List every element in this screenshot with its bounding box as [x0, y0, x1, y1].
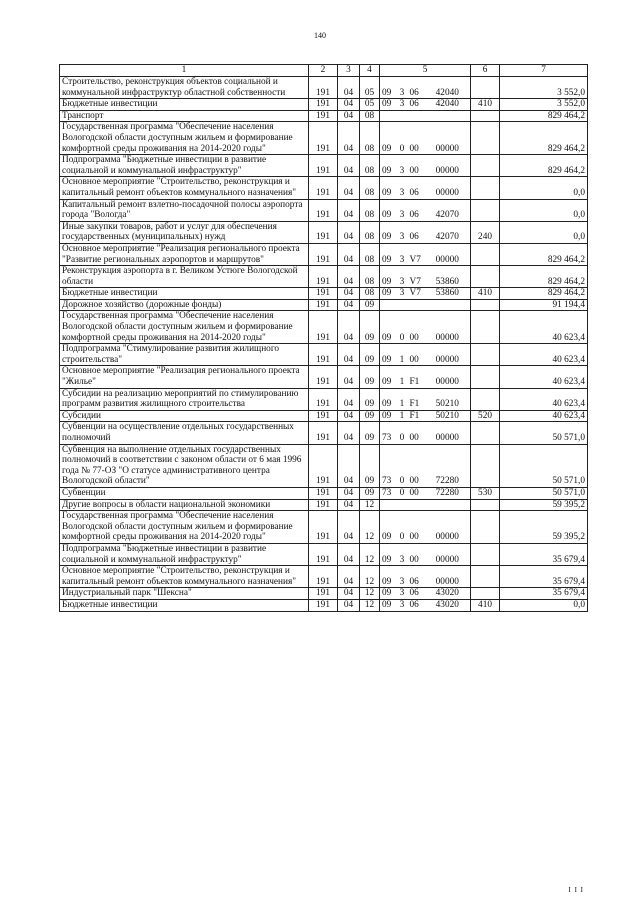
table-row: [60, 422, 588, 444]
row-name-cell: Основное мероприятие "Реализация регионального проекта "Жилье": [60, 366, 309, 388]
row-name-cell: Бюджетные инвестиции: [60, 599, 309, 611]
row-name-cell: Дорожное хозяйство (дорожные фонды): [60, 299, 309, 311]
row-code-part3-cell: 00: [408, 511, 425, 544]
row-col2-cell: 191: [309, 177, 338, 199]
row-col6-cell: 530: [471, 487, 500, 499]
row-col2-cell: 191: [309, 599, 338, 611]
row-col2-cell: 191: [309, 243, 338, 265]
row-name-cell: Иные закупки товаров, работ и услуг для обеспечения государственных (муниципальных) нужд: [60, 221, 309, 243]
row-col2-cell: 191: [309, 199, 338, 221]
row-code-part2-cell: 3: [397, 243, 408, 265]
table-row: [60, 110, 588, 122]
table-row: [60, 199, 588, 221]
header-cell-6: 6: [471, 65, 500, 77]
row-code-part3-cell: F1: [408, 410, 425, 422]
row-col2-cell: 191: [309, 344, 338, 366]
row-code-part3-cell: 06: [408, 588, 425, 600]
row-amount-cell: 829 464,2: [500, 122, 588, 155]
row-col4-cell: 08: [360, 155, 380, 177]
row-col4-cell: 08: [360, 221, 380, 243]
row-code-part2-cell: 3: [397, 543, 408, 565]
row-code-part3-cell: 00: [408, 344, 425, 366]
row-name-cell: Основное мероприятие "Строительство, реконструкция и капитальный ремонт объектов коммунального назначения": [60, 177, 309, 199]
table-body: [60, 77, 588, 612]
table-row: [60, 155, 588, 177]
row-col2-cell: 191: [309, 366, 338, 388]
row-code-part1-cell: 09: [380, 311, 397, 344]
table-row: [60, 243, 588, 265]
row-code-part2-cell: 3: [397, 155, 408, 177]
row-col2-cell: 191: [309, 410, 338, 422]
row-col6-cell: [471, 155, 500, 177]
row-code-part4-cell: 72280: [425, 487, 471, 499]
row-col3-cell: 04: [338, 243, 360, 265]
row-code-part4-cell: 53860: [425, 266, 471, 288]
row-code-part1-cell: 09: [380, 388, 397, 410]
row-code-part3-cell: 06: [408, 77, 425, 99]
table-row: [60, 487, 588, 499]
row-col3-cell: 04: [338, 366, 360, 388]
row-amount-cell: 35 679,4: [500, 543, 588, 565]
row-code-part4-cell: 00000: [425, 543, 471, 565]
row-col2-cell: 191: [309, 487, 338, 499]
row-col3-cell: 04: [338, 543, 360, 565]
row-code-part3-cell: 00: [408, 155, 425, 177]
table-row: [60, 366, 588, 388]
row-col3-cell: 04: [338, 110, 360, 122]
row-amount-cell: 3 552,0: [500, 99, 588, 111]
row-code-part1-cell: 09: [380, 122, 397, 155]
row-col2-cell: 191: [309, 122, 338, 155]
row-code-part4-cell: 00000: [425, 566, 471, 588]
row-code-part1-cell: [380, 110, 397, 122]
row-code-part4-cell: 50210: [425, 388, 471, 410]
table-row: [60, 266, 588, 288]
row-col3-cell: 04: [338, 99, 360, 111]
row-col2-cell: 191: [309, 77, 338, 99]
row-code-part1-cell: 09: [380, 566, 397, 588]
row-col3-cell: 04: [338, 388, 360, 410]
row-col4-cell: 12: [360, 588, 380, 600]
row-code-part1-cell: 09: [380, 344, 397, 366]
row-col6-cell: [471, 311, 500, 344]
row-col4-cell: 08: [360, 177, 380, 199]
row-code-part4-cell: 43020: [425, 599, 471, 611]
row-col3-cell: 04: [338, 588, 360, 600]
row-col6-cell: 410: [471, 99, 500, 111]
row-col6-cell: [471, 344, 500, 366]
row-code-part3-cell: 00: [408, 543, 425, 565]
row-col2-cell: 191: [309, 99, 338, 111]
row-code-part4-cell: 00000: [425, 243, 471, 265]
row-col3-cell: 04: [338, 288, 360, 300]
row-amount-cell: 829 464,2: [500, 243, 588, 265]
row-col6-cell: [471, 122, 500, 155]
row-col6-cell: 240: [471, 221, 500, 243]
row-col4-cell: 09: [360, 410, 380, 422]
row-name-cell: Другие вопросы в области национальной экономики: [60, 499, 309, 511]
row-col3-cell: 04: [338, 410, 360, 422]
table-row: [60, 288, 588, 300]
row-amount-cell: 91 194,4: [500, 299, 588, 311]
row-name-cell: Реконструкция аэропорта в г. Великом Устюге Вологодской области: [60, 266, 309, 288]
row-code-part2-cell: 3: [397, 77, 408, 99]
row-amount-cell: 35 679,4: [500, 588, 588, 600]
row-col4-cell: 12: [360, 543, 380, 565]
row-col4-cell: 08: [360, 243, 380, 265]
table-header-row: [60, 65, 588, 77]
row-col4-cell: 09: [360, 444, 380, 487]
row-name-cell: Субвенции: [60, 487, 309, 499]
row-code-part1-cell: 09: [380, 221, 397, 243]
row-col2-cell: 191: [309, 311, 338, 344]
row-col3-cell: 04: [338, 155, 360, 177]
row-code-part1-cell: 09: [380, 243, 397, 265]
row-code-part1-cell: 09: [380, 199, 397, 221]
row-code-part1-cell: 09: [380, 366, 397, 388]
row-amount-cell: 35 679,4: [500, 566, 588, 588]
row-col3-cell: 04: [338, 487, 360, 499]
row-code-part4-cell: 42040: [425, 77, 471, 99]
row-col2-cell: 191: [309, 266, 338, 288]
row-code-part2-cell: 3: [397, 266, 408, 288]
row-col6-cell: [471, 511, 500, 544]
row-col4-cell: 05: [360, 99, 380, 111]
row-amount-cell: 40 623,4: [500, 311, 588, 344]
row-code-part4-cell: 42070: [425, 199, 471, 221]
table-row: [60, 77, 588, 99]
row-col2-cell: 191: [309, 511, 338, 544]
row-amount-cell: 829 464,2: [500, 288, 588, 300]
row-name-cell: Субсидии: [60, 410, 309, 422]
row-col2-cell: 191: [309, 499, 338, 511]
header-cell-5: 5: [380, 65, 471, 77]
row-col2-cell: 191: [309, 388, 338, 410]
row-code-part3-cell: [408, 499, 425, 511]
row-code-part4-cell: 00000: [425, 311, 471, 344]
row-code-part4-cell: 00000: [425, 344, 471, 366]
header-cell-2: 2: [309, 65, 338, 77]
row-col3-cell: 04: [338, 422, 360, 444]
row-col6-cell: [471, 266, 500, 288]
row-amount-cell: 50 571,0: [500, 422, 588, 444]
row-col6-cell: [471, 243, 500, 265]
row-code-part3-cell: V7: [408, 243, 425, 265]
row-code-part2-cell: 0: [397, 311, 408, 344]
table-row: [60, 344, 588, 366]
row-code-part4-cell: [425, 110, 471, 122]
row-code-part2-cell: 1: [397, 344, 408, 366]
row-amount-cell: 50 571,0: [500, 487, 588, 499]
row-col3-cell: 04: [338, 511, 360, 544]
table-row: [60, 410, 588, 422]
row-code-part4-cell: 00000: [425, 422, 471, 444]
row-code-part3-cell: 00: [408, 122, 425, 155]
row-amount-cell: 50 571,0: [500, 444, 588, 487]
row-col2-cell: 191: [309, 299, 338, 311]
row-code-part1-cell: [380, 499, 397, 511]
row-code-part3-cell: [408, 299, 425, 311]
row-name-cell: Транспорт: [60, 110, 309, 122]
row-code-part1-cell: 09: [380, 77, 397, 99]
row-code-part4-cell: [425, 499, 471, 511]
row-col6-cell: 410: [471, 599, 500, 611]
row-code-part1-cell: 09: [380, 288, 397, 300]
row-name-cell: Государственная программа "Обеспечение населения Вологодской области доступным жильем и формирование комфортной среды проживания на 2014-2020 годы": [60, 511, 309, 544]
table-row: [60, 599, 588, 611]
row-col6-cell: [471, 566, 500, 588]
row-code-part1-cell: 09: [380, 99, 397, 111]
row-code-part4-cell: 53860: [425, 288, 471, 300]
row-name-cell: Субвенции на осуществление отдельных государственных полномочий: [60, 422, 309, 444]
row-amount-cell: 0,0: [500, 177, 588, 199]
row-col2-cell: 191: [309, 543, 338, 565]
row-code-part4-cell: 00000: [425, 366, 471, 388]
row-col2-cell: 191: [309, 221, 338, 243]
row-col3-cell: 04: [338, 566, 360, 588]
row-amount-cell: 0,0: [500, 599, 588, 611]
row-code-part2-cell: 0: [397, 422, 408, 444]
row-col4-cell: 05: [360, 77, 380, 99]
row-name-cell: Основное мероприятие "Реализация регионального проекта "Развитие региональных аэропортов и маршрутов": [60, 243, 309, 265]
row-code-part3-cell: 06: [408, 566, 425, 588]
row-code-part1-cell: 09: [380, 266, 397, 288]
row-amount-cell: 59 395,2: [500, 511, 588, 544]
row-name-cell: Основное мероприятие "Строительство, реконструкция и капитальный ремонт объектов коммунального назначения": [60, 566, 309, 588]
row-code-part2-cell: 3: [397, 199, 408, 221]
row-code-part1-cell: 09: [380, 599, 397, 611]
table-row: [60, 511, 588, 544]
row-code-part4-cell: [425, 299, 471, 311]
row-col4-cell: 09: [360, 388, 380, 410]
row-col6-cell: [471, 177, 500, 199]
table-row: [60, 311, 588, 344]
row-col6-cell: [471, 299, 500, 311]
table-row: [60, 444, 588, 487]
row-amount-cell: 40 623,4: [500, 366, 588, 388]
row-code-part1-cell: 73: [380, 422, 397, 444]
row-col4-cell: 08: [360, 199, 380, 221]
row-col2-cell: 191: [309, 444, 338, 487]
header-cell-3: 3: [338, 65, 360, 77]
row-code-part2-cell: 3: [397, 177, 408, 199]
row-code-part4-cell: 00000: [425, 155, 471, 177]
row-amount-cell: 40 623,4: [500, 344, 588, 366]
page-number: 140: [314, 31, 326, 40]
row-code-part4-cell: 43020: [425, 588, 471, 600]
row-name-cell: Государственная программа "Обеспечение населения Вологодской области доступным жильем и формирование комфортной среды проживания на 2014-2020 годы": [60, 122, 309, 155]
row-col2-cell: 191: [309, 155, 338, 177]
row-col3-cell: 04: [338, 311, 360, 344]
row-col6-cell: [471, 444, 500, 487]
row-name-cell: Подпрограмма "Стимулирование развития жилищного строительства": [60, 344, 309, 366]
row-code-part1-cell: 09: [380, 588, 397, 600]
row-col3-cell: 04: [338, 77, 360, 99]
row-code-part3-cell: 00: [408, 311, 425, 344]
row-code-part2-cell: 3: [397, 99, 408, 111]
row-code-part3-cell: [408, 110, 425, 122]
row-col6-cell: [471, 110, 500, 122]
header-cell-1: 1: [60, 65, 309, 77]
row-code-part2-cell: 0: [397, 511, 408, 544]
row-code-part2-cell: 3: [397, 288, 408, 300]
table-row: [60, 99, 588, 111]
row-col4-cell: 09: [360, 299, 380, 311]
header-cell-7: 7: [500, 65, 588, 77]
row-col6-cell: 410: [471, 288, 500, 300]
row-col6-cell: [471, 388, 500, 410]
table-row: [60, 388, 588, 410]
row-amount-cell: 829 464,2: [500, 110, 588, 122]
row-amount-cell: 3 552,0: [500, 77, 588, 99]
row-amount-cell: 40 623,4: [500, 388, 588, 410]
row-col3-cell: 04: [338, 344, 360, 366]
row-code-part1-cell: 09: [380, 410, 397, 422]
row-col2-cell: 191: [309, 566, 338, 588]
row-col3-cell: 04: [338, 266, 360, 288]
row-code-part4-cell: 00000: [425, 177, 471, 199]
row-code-part2-cell: 1: [397, 366, 408, 388]
row-col4-cell: 09: [360, 487, 380, 499]
row-code-part3-cell: V7: [408, 266, 425, 288]
row-code-part2-cell: 3: [397, 599, 408, 611]
row-code-part3-cell: V7: [408, 288, 425, 300]
row-code-part2-cell: 3: [397, 221, 408, 243]
row-code-part4-cell: 42040: [425, 99, 471, 111]
row-name-cell: Индустриальный парк "Шексна": [60, 588, 309, 600]
row-col6-cell: [471, 499, 500, 511]
row-code-part1-cell: 73: [380, 487, 397, 499]
row-col3-cell: 04: [338, 177, 360, 199]
row-code-part2-cell: 1: [397, 410, 408, 422]
table-row: [60, 221, 588, 243]
table-row: [60, 588, 588, 600]
row-col4-cell: 09: [360, 311, 380, 344]
table-row: [60, 299, 588, 311]
row-col3-cell: 04: [338, 299, 360, 311]
row-col3-cell: 04: [338, 122, 360, 155]
row-code-part4-cell: 42070: [425, 221, 471, 243]
row-code-part1-cell: [380, 299, 397, 311]
row-col4-cell: 12: [360, 599, 380, 611]
table-row: [60, 122, 588, 155]
row-code-part1-cell: 09: [380, 155, 397, 177]
row-col4-cell: 09: [360, 366, 380, 388]
row-code-part4-cell: 50210: [425, 410, 471, 422]
row-code-part4-cell: 72280: [425, 444, 471, 487]
row-name-cell: Строительство, реконструкция объектов социальной и коммунальной инфраструктур областной собственности: [60, 77, 309, 99]
row-name-cell: Бюджетные инвестиции: [60, 288, 309, 300]
row-col3-cell: 04: [338, 599, 360, 611]
row-col6-cell: [471, 543, 500, 565]
row-name-cell: Подпрограмма "Бюджетные инвестиции в развитие социальной и коммунальной инфраструктур": [60, 543, 309, 565]
row-col6-cell: [471, 422, 500, 444]
row-col6-cell: 520: [471, 410, 500, 422]
row-code-part1-cell: 09: [380, 543, 397, 565]
row-col6-cell: [471, 588, 500, 600]
row-col4-cell: 08: [360, 266, 380, 288]
row-col4-cell: 12: [360, 499, 380, 511]
row-col6-cell: [471, 199, 500, 221]
row-col4-cell: 08: [360, 288, 380, 300]
table-row: [60, 499, 588, 511]
row-code-part2-cell: [397, 110, 408, 122]
row-col4-cell: 08: [360, 122, 380, 155]
row-col4-cell: 08: [360, 110, 380, 122]
table-row: [60, 177, 588, 199]
row-code-part2-cell: 3: [397, 566, 408, 588]
row-name-cell: Государственная программа "Обеспечение населения Вологодской области доступным жильем и формирование комфортной среды проживания на 2014-2020 годы": [60, 311, 309, 344]
budget-table: [59, 64, 588, 612]
row-name-cell: Бюджетные инвестиции: [60, 99, 309, 111]
row-code-part3-cell: 06: [408, 177, 425, 199]
row-code-part3-cell: 00: [408, 444, 425, 487]
row-code-part2-cell: [397, 499, 408, 511]
row-code-part2-cell: 0: [397, 487, 408, 499]
row-amount-cell: 829 464,2: [500, 266, 588, 288]
row-col2-cell: 191: [309, 110, 338, 122]
row-code-part1-cell: 73: [380, 444, 397, 487]
row-code-part3-cell: F1: [408, 366, 425, 388]
row-code-part4-cell: 00000: [425, 122, 471, 155]
row-code-part2-cell: 0: [397, 444, 408, 487]
row-col2-cell: 191: [309, 588, 338, 600]
row-col3-cell: 04: [338, 444, 360, 487]
row-col3-cell: 04: [338, 499, 360, 511]
row-code-part3-cell: F1: [408, 388, 425, 410]
row-code-part4-cell: 00000: [425, 511, 471, 544]
row-code-part3-cell: 00: [408, 487, 425, 499]
row-col4-cell: 12: [360, 511, 380, 544]
row-amount-cell: 0,0: [500, 221, 588, 243]
row-code-part3-cell: 00: [408, 422, 425, 444]
row-col3-cell: 04: [338, 199, 360, 221]
footer-mark: I I I: [568, 886, 584, 894]
row-code-part3-cell: 06: [408, 99, 425, 111]
row-code-part3-cell: 06: [408, 221, 425, 243]
row-code-part2-cell: 0: [397, 122, 408, 155]
row-col6-cell: [471, 77, 500, 99]
row-col4-cell: 09: [360, 422, 380, 444]
row-col2-cell: 191: [309, 288, 338, 300]
row-name-cell: Капитальный ремонт взлетно-посадочной полосы аэропорта города "Вологда": [60, 199, 309, 221]
row-amount-cell: 40 623,4: [500, 410, 588, 422]
row-col3-cell: 04: [338, 221, 360, 243]
table-row: [60, 543, 588, 565]
row-name-cell: Подпрограмма "Бюджетные инвестиции в развитие социальной и коммунальной инфраструктур": [60, 155, 309, 177]
row-amount-cell: 59 395,2: [500, 499, 588, 511]
row-code-part2-cell: [397, 299, 408, 311]
row-col2-cell: 191: [309, 422, 338, 444]
row-name-cell: Субвенция на выполнение отдельных государственных полномочий в соответствии с законом области от 6 мая 1996 года № 77-ОЗ "О статусе административного центра Вологодской области": [60, 444, 309, 487]
row-code-part1-cell: 09: [380, 511, 397, 544]
row-col6-cell: [471, 366, 500, 388]
row-code-part2-cell: 1: [397, 388, 408, 410]
row-code-part3-cell: 06: [408, 599, 425, 611]
row-code-part2-cell: 3: [397, 588, 408, 600]
row-col4-cell: 09: [360, 344, 380, 366]
row-name-cell: Субсидии на реализацию мероприятий по стимулированию программ развития жилищного строительства: [60, 388, 309, 410]
row-code-part3-cell: 06: [408, 199, 425, 221]
header-cell-4: 4: [360, 65, 380, 77]
row-code-part1-cell: 09: [380, 177, 397, 199]
row-col4-cell: 12: [360, 566, 380, 588]
row-amount-cell: 0,0: [500, 199, 588, 221]
table-row: [60, 566, 588, 588]
row-amount-cell: 829 464,2: [500, 155, 588, 177]
